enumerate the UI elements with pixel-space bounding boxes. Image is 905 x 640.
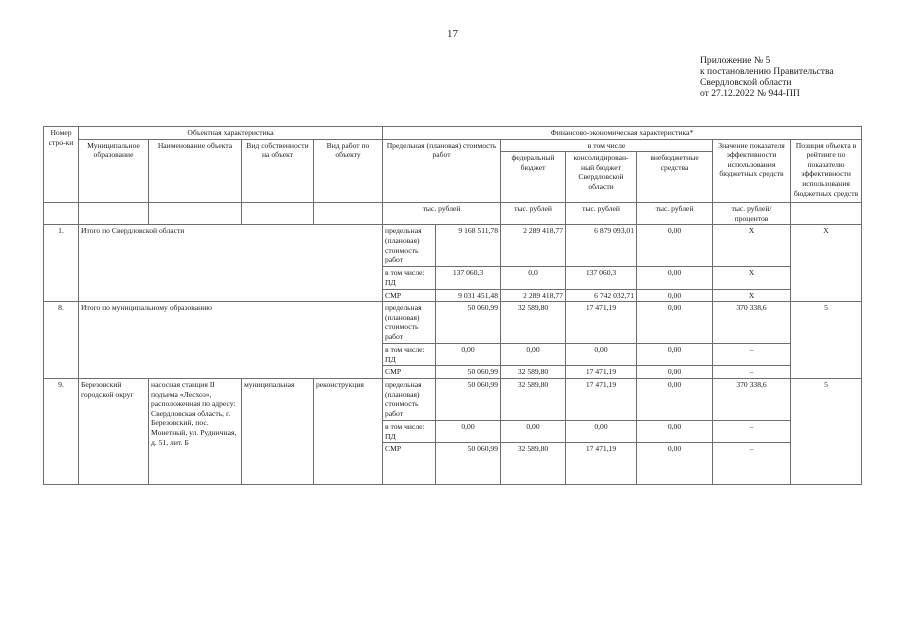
table-row (44, 225, 862, 267)
value-consolidated: 6 879 093,01 (566, 225, 637, 267)
financial-table (43, 126, 862, 485)
header-object-name: Наименование объекта (149, 139, 242, 203)
unit-federal: тыс. рублей (501, 203, 566, 225)
table-row (44, 378, 862, 420)
header-financial-characteristic: Финансово-экономическая характеристика* (383, 127, 862, 140)
value-extrabudget: 0,00 (637, 344, 713, 366)
header-extrabudget: внебюджетные средства (637, 152, 713, 203)
value-federal: 0,00 (501, 344, 566, 366)
value-total: 50 060,99 (436, 366, 501, 379)
value-efficiency: 370 338,6 (713, 378, 791, 420)
value-efficiency: Х (713, 267, 791, 289)
value-federal: 32 589,80 (501, 378, 566, 420)
object-work-type: реконструкция (314, 378, 383, 484)
label-incl-pd: в том числе: ПД (383, 344, 436, 366)
table-row (44, 302, 862, 344)
value-efficiency: – (713, 443, 791, 485)
value-federal: 32 589,80 (501, 443, 566, 485)
value-consolidated: 17 471,19 (566, 443, 637, 485)
label-incl-pd: в том числе: ПД (383, 267, 436, 289)
unit-efficiency: тыс. рублей/ процентов (713, 203, 791, 225)
annex-heading (700, 55, 834, 99)
value-total: 50 060,99 (436, 443, 501, 485)
value-total: 9 031 451,48 (436, 289, 501, 302)
unit-extrabudget: тыс. рублей (637, 203, 713, 225)
value-rank: 5 (791, 378, 862, 484)
label-planned: предельная (плановая) стоимость работ (383, 378, 436, 420)
value-efficiency: 370 338,6 (713, 302, 791, 344)
value-federal: 32 589,80 (501, 302, 566, 344)
object-name: насосная станция II подъема «Лесхоз», расположенная по адресу: Свердловская область, г. Березовский, пос. Монетный, ул. Рудничная, д. 51, лит. Б (149, 378, 242, 484)
value-total: 0,00 (436, 344, 501, 366)
label-planned: предельная (плановая) стоимость работ (383, 302, 436, 344)
value-total: 50 060,99 (436, 378, 501, 420)
header-row-number: Номер стро-ки (44, 127, 79, 203)
unit-consolidated: тыс. рублей (566, 203, 637, 225)
row-number: 8. (44, 302, 79, 379)
value-efficiency: – (713, 344, 791, 366)
object-ownership: муниципальная (242, 378, 314, 484)
group-title: Итого по Свердловской области (79, 225, 383, 302)
label-smr: СМР (383, 289, 436, 302)
row-number: 9. (44, 378, 79, 484)
value-efficiency: Х (713, 289, 791, 302)
value-extrabudget: 0,00 (637, 366, 713, 379)
value-consolidated: 6 742 032,71 (566, 289, 637, 302)
value-extrabudget: 0,00 (637, 420, 713, 442)
value-extrabudget: 0,00 (637, 225, 713, 267)
value-federal: 0,0 (501, 267, 566, 289)
header-including: в том числе (501, 139, 713, 152)
header-federal: федеральный бюджет (501, 152, 566, 203)
value-total: 9 168 511,78 (436, 225, 501, 267)
value-total: 137 060,3 (436, 267, 501, 289)
value-consolidated: 137 060,3 (566, 267, 637, 289)
value-extrabudget: 0,00 (637, 302, 713, 344)
value-federal: 2 289 418,77 (501, 225, 566, 267)
unit-max-cost: тыс. рублей (383, 203, 501, 225)
header-rank: Позиция объекта в рейтинге по показателю эффективности использования бюджетных средств (791, 139, 862, 203)
value-consolidated: 17 471,19 (566, 366, 637, 379)
annex-line-1: Приложение № 5 (700, 55, 771, 66)
header-consolidated: консолидирован-ный бюджет Свердловской области (566, 152, 637, 203)
group-title: Итого по муниципальному образованию (79, 302, 383, 379)
value-total: 50 060,99 (436, 302, 501, 344)
value-extrabudget: 0,00 (637, 378, 713, 420)
annex-line-4: от 27.12.2022 № 944-ПП (700, 88, 800, 99)
label-incl-pd: в том числе: ПД (383, 420, 436, 442)
label-smr: СМР (383, 366, 436, 379)
header-work-type: Вид работ по объекту (314, 139, 383, 203)
header-object-characteristic: Объектная характеристика (79, 127, 383, 140)
value-efficiency: – (713, 366, 791, 379)
value-rank: 5 (791, 302, 862, 379)
header-max-cost: Предельная (плановая) стоимость работ (383, 139, 501, 203)
value-extrabudget: 0,00 (637, 289, 713, 302)
value-extrabudget: 0,00 (637, 443, 713, 485)
value-extrabudget: 0,00 (637, 267, 713, 289)
object-municipality: Березовский городской округ (79, 378, 149, 484)
row-number: 1. (44, 225, 79, 302)
value-consolidated: 0,00 (566, 420, 637, 442)
value-federal: 0,00 (501, 420, 566, 442)
value-consolidated: 17 471,19 (566, 378, 637, 420)
value-rank: Х (791, 225, 862, 302)
value-federal: 32 589,80 (501, 366, 566, 379)
header-ownership: Вид собственности на объект (242, 139, 314, 203)
annex-line-3: Свердловской области (700, 77, 792, 88)
value-total: 0,00 (436, 420, 501, 442)
page-number: 17 (447, 28, 458, 40)
value-consolidated: 0,00 (566, 344, 637, 366)
label-smr: СМР (383, 443, 436, 485)
value-efficiency: – (713, 420, 791, 442)
header-efficiency: Значение показателя эффективности использования бюджетных средств (713, 139, 791, 203)
value-consolidated: 17 471,19 (566, 302, 637, 344)
value-efficiency: Х (713, 225, 791, 267)
header-municipality: Муниципальное образование (79, 139, 149, 203)
value-federal: 2 289 418,77 (501, 289, 566, 302)
label-planned: предельная (плановая) стоимость работ (383, 225, 436, 267)
annex-line-2: к постановлению Правительства (700, 66, 834, 77)
